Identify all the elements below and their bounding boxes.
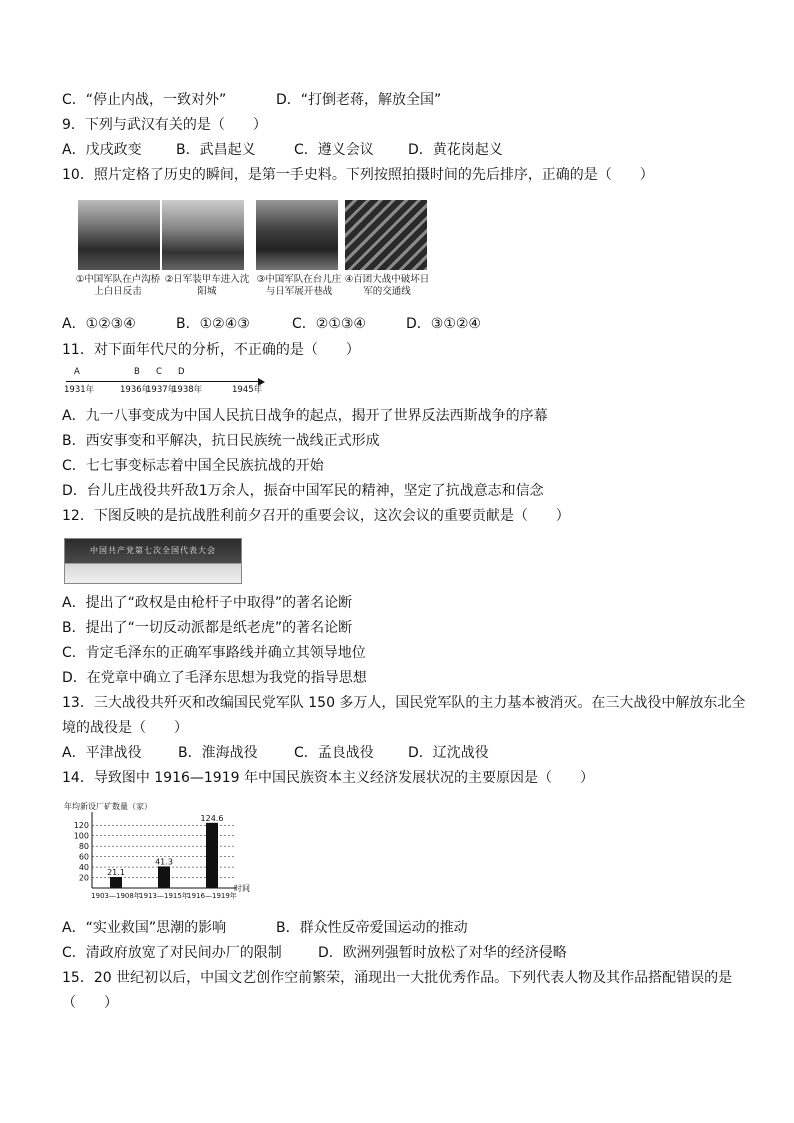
q14-option-d: D．欧洲列强暂时放松了对华的经济侵略 xyxy=(318,945,567,961)
q12-option-c: C．肯定毛泽东的正确军事路线并确立其领导地位 xyxy=(62,645,366,661)
chart-data-label: 21.1 xyxy=(107,867,125,877)
q11-option-d: D．台儿庄战役共歼敌1万余人，振奋中国军民的精神，坚定了抗战意志和信念 xyxy=(62,483,544,499)
timeline-mark-d: D xyxy=(178,367,185,377)
q13-stem-line1: 13．三大战役共歼灭和改编国民党军队 150 多万人，国民党军队的主力基本被消灭。在三大战役中解放东北全 xyxy=(62,695,746,711)
q14-stem: 14．导致图中 1916—1919 年中国民族资本主义经济发展状况的主要原因是（ ） xyxy=(62,770,594,786)
q11-option-a: A．九一八事变成为中国人民抗日战争的起点，揭开了世界反法西斯战争的序幕 xyxy=(62,408,548,424)
chart-bar xyxy=(110,877,122,888)
chart-bar xyxy=(158,866,170,888)
chart-ytick-label: 80 xyxy=(78,842,89,852)
q12-option-a: A．提出了“政权是由枪杆子中取得”的著名论断 xyxy=(62,595,353,611)
timeline-mark-a: A xyxy=(74,367,80,377)
q11-option-b: B．西安事变和平解决，抗日民族统一战线正式形成 xyxy=(62,433,380,449)
q9-option-c: C．遵义会议 xyxy=(294,142,374,158)
chart-ytick-label: 40 xyxy=(78,863,89,873)
chart-ytick-label: 20 xyxy=(78,873,89,883)
q15-stem: 15．20 世纪初以后，中国文艺创作空前繁荣，涌现出一大批优秀作品。下列代表人物及其作品搭配错误的是 xyxy=(62,970,733,986)
photo-caption-1: ①中国军队在卢沟桥上白日反击 xyxy=(75,274,161,297)
congress-banner-text: 中国共产党第七次全国代表大会 xyxy=(90,546,216,555)
chart-ytick-label: 60 xyxy=(78,852,89,862)
q9-option-a: A．戊戌政变 xyxy=(62,142,142,158)
q13-option-b: B．淮海战役 xyxy=(178,745,258,761)
q9-option-d: D．黄花岗起义 xyxy=(408,142,503,158)
q11-option-c: C．七七事变标志着中国全民族抗战的开始 xyxy=(62,458,324,474)
q13-option-a: A．平津战役 xyxy=(62,745,142,761)
chart-ytick-label: 120 xyxy=(73,821,89,831)
q14-option-b: B．群众性反帝爱国运动的推动 xyxy=(276,920,468,936)
congress-photo xyxy=(64,538,242,584)
chart-ytick-label: 100 xyxy=(73,831,89,841)
timeline-year-1931: 1931年 xyxy=(64,385,95,395)
q14-option-c: C．清政府放宽了对民间办厂的限制 xyxy=(62,945,282,961)
q13-option-d: D．辽沈战役 xyxy=(408,745,489,761)
chart-data-label: 41.3 xyxy=(155,857,173,867)
timeline-year-1938: 1938年 xyxy=(172,385,203,395)
q10-option-a: A．①②③④ xyxy=(62,316,136,332)
chart-data-label: 124.6 xyxy=(200,813,224,823)
q13-stem-line2: 境的战役是（ ） xyxy=(62,720,188,736)
photo-caption-2: ②日军装甲车进入沈阳城 xyxy=(164,274,250,297)
chart-ylabel: 年均新设厂矿数量（家） xyxy=(64,802,152,811)
photo-2 xyxy=(162,200,244,270)
q10-stem: 10．照片定格了历史的瞬间，是第一手史料。下列按照拍摄时间的先后排序，正确的是（ ） xyxy=(62,167,654,183)
chart-xtick-label: 1913—1915年 xyxy=(139,892,189,900)
q10-option-c: C．②①③④ xyxy=(292,316,366,332)
photo-1 xyxy=(78,200,160,270)
timeline-mark-c: C xyxy=(156,367,162,377)
photo-caption-3: ③中国军队在台儿庄与日军展开巷战 xyxy=(256,274,342,297)
q11-stem: 11．对下面年代尺的分析，不正确的是（ ） xyxy=(62,342,360,358)
timeline-mark-b: B xyxy=(134,367,140,377)
photo-caption-4: ④百团大战中破坏日军的交通线 xyxy=(344,274,430,297)
chart-xlabel: 时间 xyxy=(234,884,250,893)
timeline-year-1936: 1936年 xyxy=(120,385,151,395)
factory-bar-chart xyxy=(62,800,262,910)
q13-option-c: C．孟良战役 xyxy=(294,745,374,761)
timeline-year-1945: 1945年 xyxy=(232,385,263,395)
q12-stem: 12．下图反映的是抗战胜利前夕召开的重要会议，这次会议的重要贡献是（ ） xyxy=(62,508,570,524)
timeline xyxy=(62,364,272,398)
q12-option-d: D．在党章中确立了毛泽东思想为我党的指导思想 xyxy=(62,670,367,686)
chart-xtick-label: 1916—1919年 xyxy=(187,892,237,900)
q15-stem-line2: （ ） xyxy=(62,995,118,1011)
q12-option-b: B．提出了“一切反动派都是纸老虎”的著名论断 xyxy=(62,620,353,636)
q10-option-d: D．③①②④ xyxy=(406,316,481,332)
q8-option-c: C．“停止内战，一致对外” xyxy=(62,92,227,108)
q14-option-a: A．“实业救国”思潮的影响 xyxy=(62,920,227,936)
q9-option-b: B．武昌起义 xyxy=(176,142,256,158)
photo-3 xyxy=(256,200,338,270)
q9-stem: 9．下列与武汉有关的是（ ） xyxy=(62,117,267,133)
q8-option-d: D．“打倒老蒋，解放全国” xyxy=(276,92,442,108)
photo-4 xyxy=(345,200,427,270)
timeline-year-1937: 1937年 xyxy=(146,385,177,395)
q10-option-b: B．①②④③ xyxy=(176,316,250,332)
chart-bar xyxy=(206,823,218,888)
chart-xtick-label: 1903—1908年 xyxy=(91,892,141,900)
